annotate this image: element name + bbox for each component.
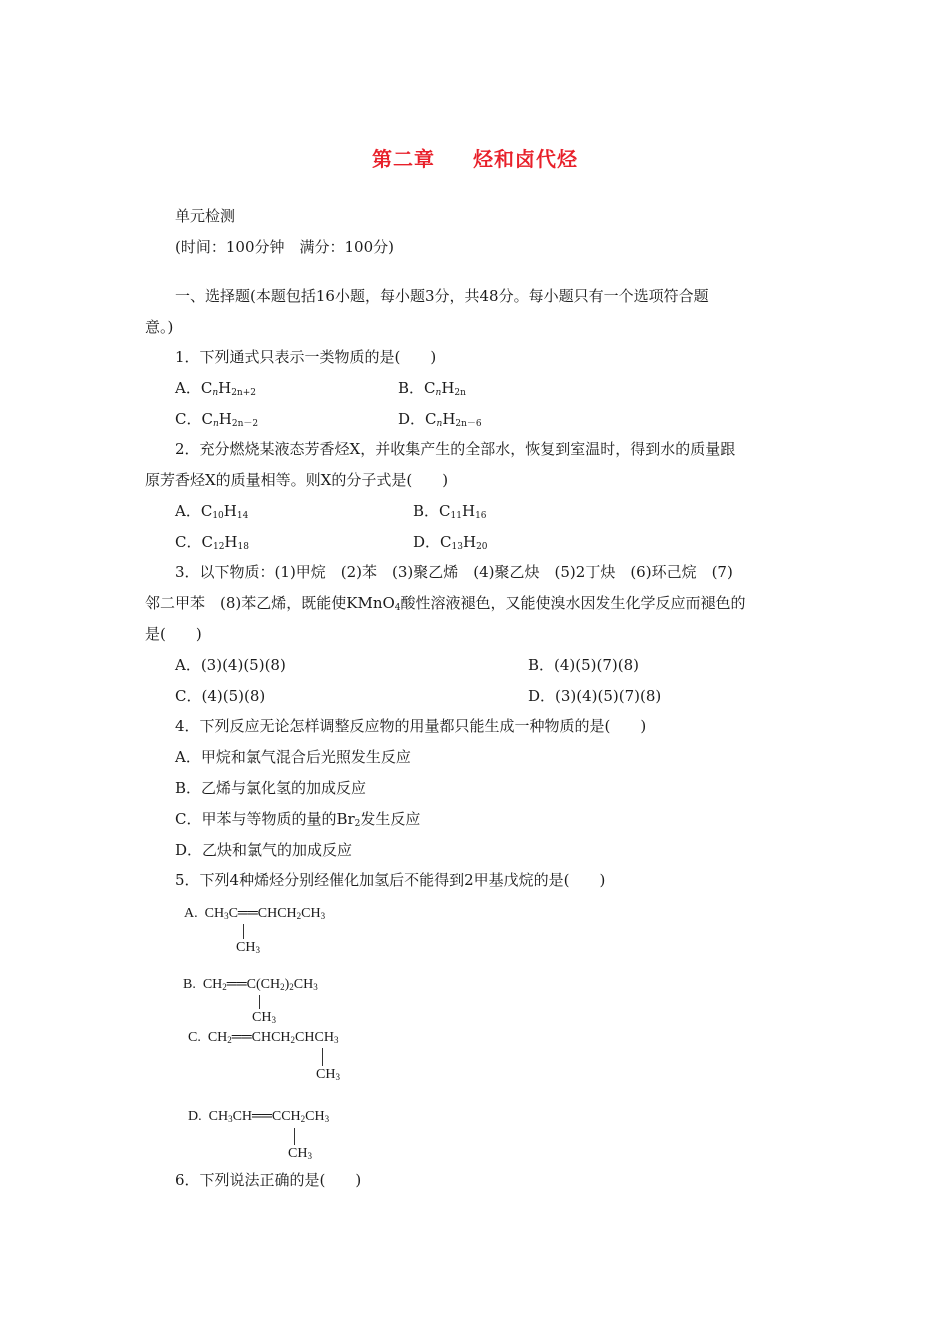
q5-b-bond [259, 995, 260, 1009]
q1-option-b: B．$C_nH_{2n}$ [398, 379, 466, 398]
q5-option-d: D. $CH_3CH══CCH_2CH_3$ [188, 1109, 330, 1124]
q3-option-a: A．(3)(4)(5)(8) [175, 656, 286, 674]
q2-option-b: B．$C_{11}H_{16}$ [413, 502, 487, 521]
q3-option-c: C．(4)(5)(8) [175, 687, 266, 705]
question-3-stem-end: 是( ) [145, 625, 202, 643]
question-3-stem-cont: 邻二甲苯 (8)苯乙烯，既能使KMnO$_4$酸性溶液褪色，又能使溴水因发生化学反应而褪色的 [145, 594, 746, 613]
q5-c-branch: $CH_3$ [316, 1067, 340, 1082]
q5-option-c: C. $CH_2══CHCH_2CHCH_3$ [188, 1030, 339, 1045]
q5-c-bond [322, 1048, 323, 1066]
q5-d-branch: $CH_3$ [288, 1146, 312, 1161]
q3-option-b: B．(4)(5)(7)(8) [528, 656, 640, 674]
section-heading: 一、选择题(本题包括16小题，每小题3分，共48分。每小题只有一个选项符合题 [175, 287, 709, 305]
chapter-name: 烃和卤代烃 [473, 147, 578, 171]
question-3-stem: 3．以下物质：(1)甲烷 (2)苯 (3)聚乙烯 (4)聚乙炔 (5)2丁炔 (6)环己烷 (7) [175, 563, 733, 581]
q2-option-c: C．$C_{12}H_{18}$ [175, 533, 249, 552]
q5-option-a: A. $CH_3C══CHCH_2CH_3$ [184, 906, 326, 921]
q1-option-d: D．$C_nH_{2n-6}$ [398, 410, 482, 429]
q4-option-b: B．乙烯与氯化氢的加成反应 [175, 779, 367, 797]
q4-option-a: A．甲烷和氯气混合后光照发生反应 [175, 748, 411, 766]
q5-option-b: B. $CH_2══C(CH_2)_2CH_3$ [183, 977, 318, 992]
question-2-stem-cont: 原芳香烃X的质量相等。则X的分子式是( ) [145, 471, 449, 489]
q5-a-branch: $CH_3$ [236, 940, 260, 955]
unit-label: 单元检测 [175, 207, 236, 225]
question-1-stem: 1．下列通式只表示一类物质的是( ) [175, 348, 437, 366]
question-5-stem: 5．下列4种烯烃分别经催化加氢后不能得到2甲基戊烷的是( ) [175, 871, 606, 889]
chapter-title [0, 143, 950, 172]
question-2-stem: 2．充分燃烧某液态芳香烃X，并收集产生的全部水，恢复到室温时，得到水的质量跟 [175, 440, 736, 458]
q5-b-branch: $CH_3$ [252, 1010, 276, 1025]
q5-a-bond [243, 924, 244, 939]
q4-option-d: D．乙炔和氯气的加成反应 [175, 841, 353, 859]
q3-option-d: D．(3)(4)(5)(7)(8) [528, 687, 662, 705]
section-heading-cont: 意。) [145, 318, 174, 336]
question-4-stem: 4．下列反应无论怎样调整反应物的用量都只能生成一种物质的是( ) [175, 717, 647, 735]
q1-option-c: C．$C_nH_{2n-2}$ [175, 410, 259, 429]
q5-d-bond [294, 1128, 295, 1145]
exam-time: (时间：100分钟 满分：100分) [175, 238, 394, 256]
chapter-number: 第二章 [372, 147, 435, 171]
q1-option-a: A．$C_nH_{2n+2}$ [175, 379, 256, 398]
q2-option-a: A．$C_{10}H_{14}$ [175, 502, 249, 521]
question-6-stem: 6．下列说法正确的是( ) [175, 1171, 362, 1189]
q4-option-c: C．甲苯与等物质的量的$Br_2$发生反应 [175, 810, 421, 829]
q2-option-d: D．$C_{13}H_{20}$ [413, 533, 488, 552]
